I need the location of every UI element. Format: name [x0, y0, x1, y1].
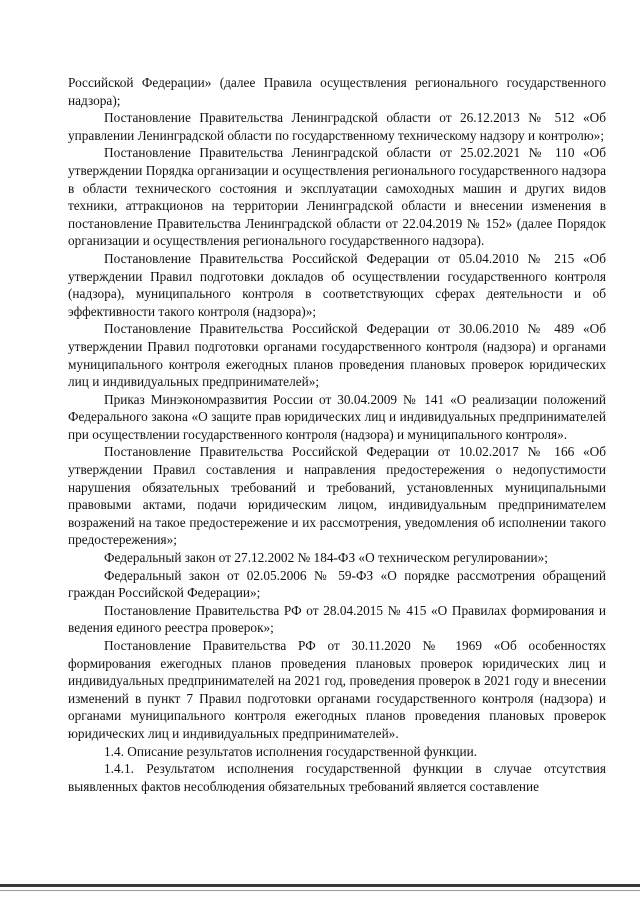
- paragraph-1-4-1: 1.4.1. Результатом исполнения государственной функции в случае отсутствия выявленных фактов несоблюдения обязательных требований является составление: [68, 761, 606, 794]
- paragraph-decree-166: Постановление Правительства Российской Федерации от 10.02.2017 № 166 «Об утверждении Правил составления и направления предостережения о недопустимости нарушения обязательных требований и требований, установленных муниципальными правовыми актами, подачи юридическим лицом, индивидуальным предпринимателем возражений на такое предостережение и их рассмотрения, уведомления об исполнении такого предостережения»;: [68, 444, 606, 548]
- scan-edge-line: [0, 884, 640, 887]
- paragraph-decree-489: Постановление Правительства Российской Федерации от 30.06.2010 № 489 «Об утверждении Правил подготовки органами государственного контроля (надзора) и органами муниципального контроля ежегодных планов проведения плановых проверок юридических лиц и индивидуальных предпринимателей»;: [68, 321, 606, 390]
- paragraph-decree-215: Постановление Правительства Российской Федерации от 05.04.2010 № 215 «Об утверждении Правил подготовки докладов об осуществлении государственного контроля (надзора), муниципального контроля в соответствующих сферах деятельности и об эффективности такого контроля (надзора)»;: [68, 250, 606, 319]
- paragraph-decree-512: Постановление Правительства Ленинградской области от 26.12.2013 № 512 «Об управлении Ленинградской области по государственному техническому надзору и контролю»;: [68, 110, 606, 143]
- scan-edge-shadow: [0, 890, 640, 891]
- section-heading-1-4: 1.4. Описание результатов исполнения государственной функции.: [104, 743, 478, 759]
- paragraph-law-59: Федеральный закон от 02.05.2006 № 59-ФЗ «О порядке рассмотрения обращений граждан Российской Федерации»;: [68, 567, 606, 601]
- paragraph-law-184: Федеральный закон от 27.12.2002 № 184-ФЗ «О техническом регулировании»;: [104, 550, 548, 566]
- paragraph-decree-1969: Постановление Правительства РФ от 30.11.2020 № 1969 «Об особенностях формирования ежегодных планов проведения плановых проверок юридических лиц и индивидуальных предпринимателей на 2021 год, проведения проверок в 2021 году и внесении изменений в пункт 7 Правил подготовки органами государственного контроля (надзора) и органами муниципального контроля ежегодных планов проведения плановых проверок юридических лиц и индивидуальных предпринимателей».: [68, 638, 606, 741]
- paragraph-decree-110: Постановление Правительства Ленинградской области от 25.02.2021 № 110 «Об утверждении Порядка организации и осуществления регионального государственного надзора в области технического состояния и эксплуатации самоходных машин и других видов техники, аттракционов на территории Ленинградской области и внесении изменения в постановление Правительства Ленинградской области от 22.04.2019 № 152» (далее Порядок организации и осуществления регионального государственного надзора).: [68, 145, 606, 249]
- paragraph-order-141: Приказ Минэкономразвития России от 30.04.2009 № 141 «О реализации положений Федерального закона «О защите прав юридических лиц и индивидуальных предпринимателей при осуществлении государственного контроля (надзора) и муниципального контроля».: [68, 391, 606, 442]
- document-body: [68, 74, 606, 795]
- paragraph-decree-415: Постановление Правительства РФ от 28.04.2015 № 415 «О Правилах формирования и ведения единого реестра проверок»;: [68, 602, 606, 636]
- paragraph-rules-reference: Российской Федерации» (далее Правила осуществления регионального государственного надзора);: [68, 75, 606, 108]
